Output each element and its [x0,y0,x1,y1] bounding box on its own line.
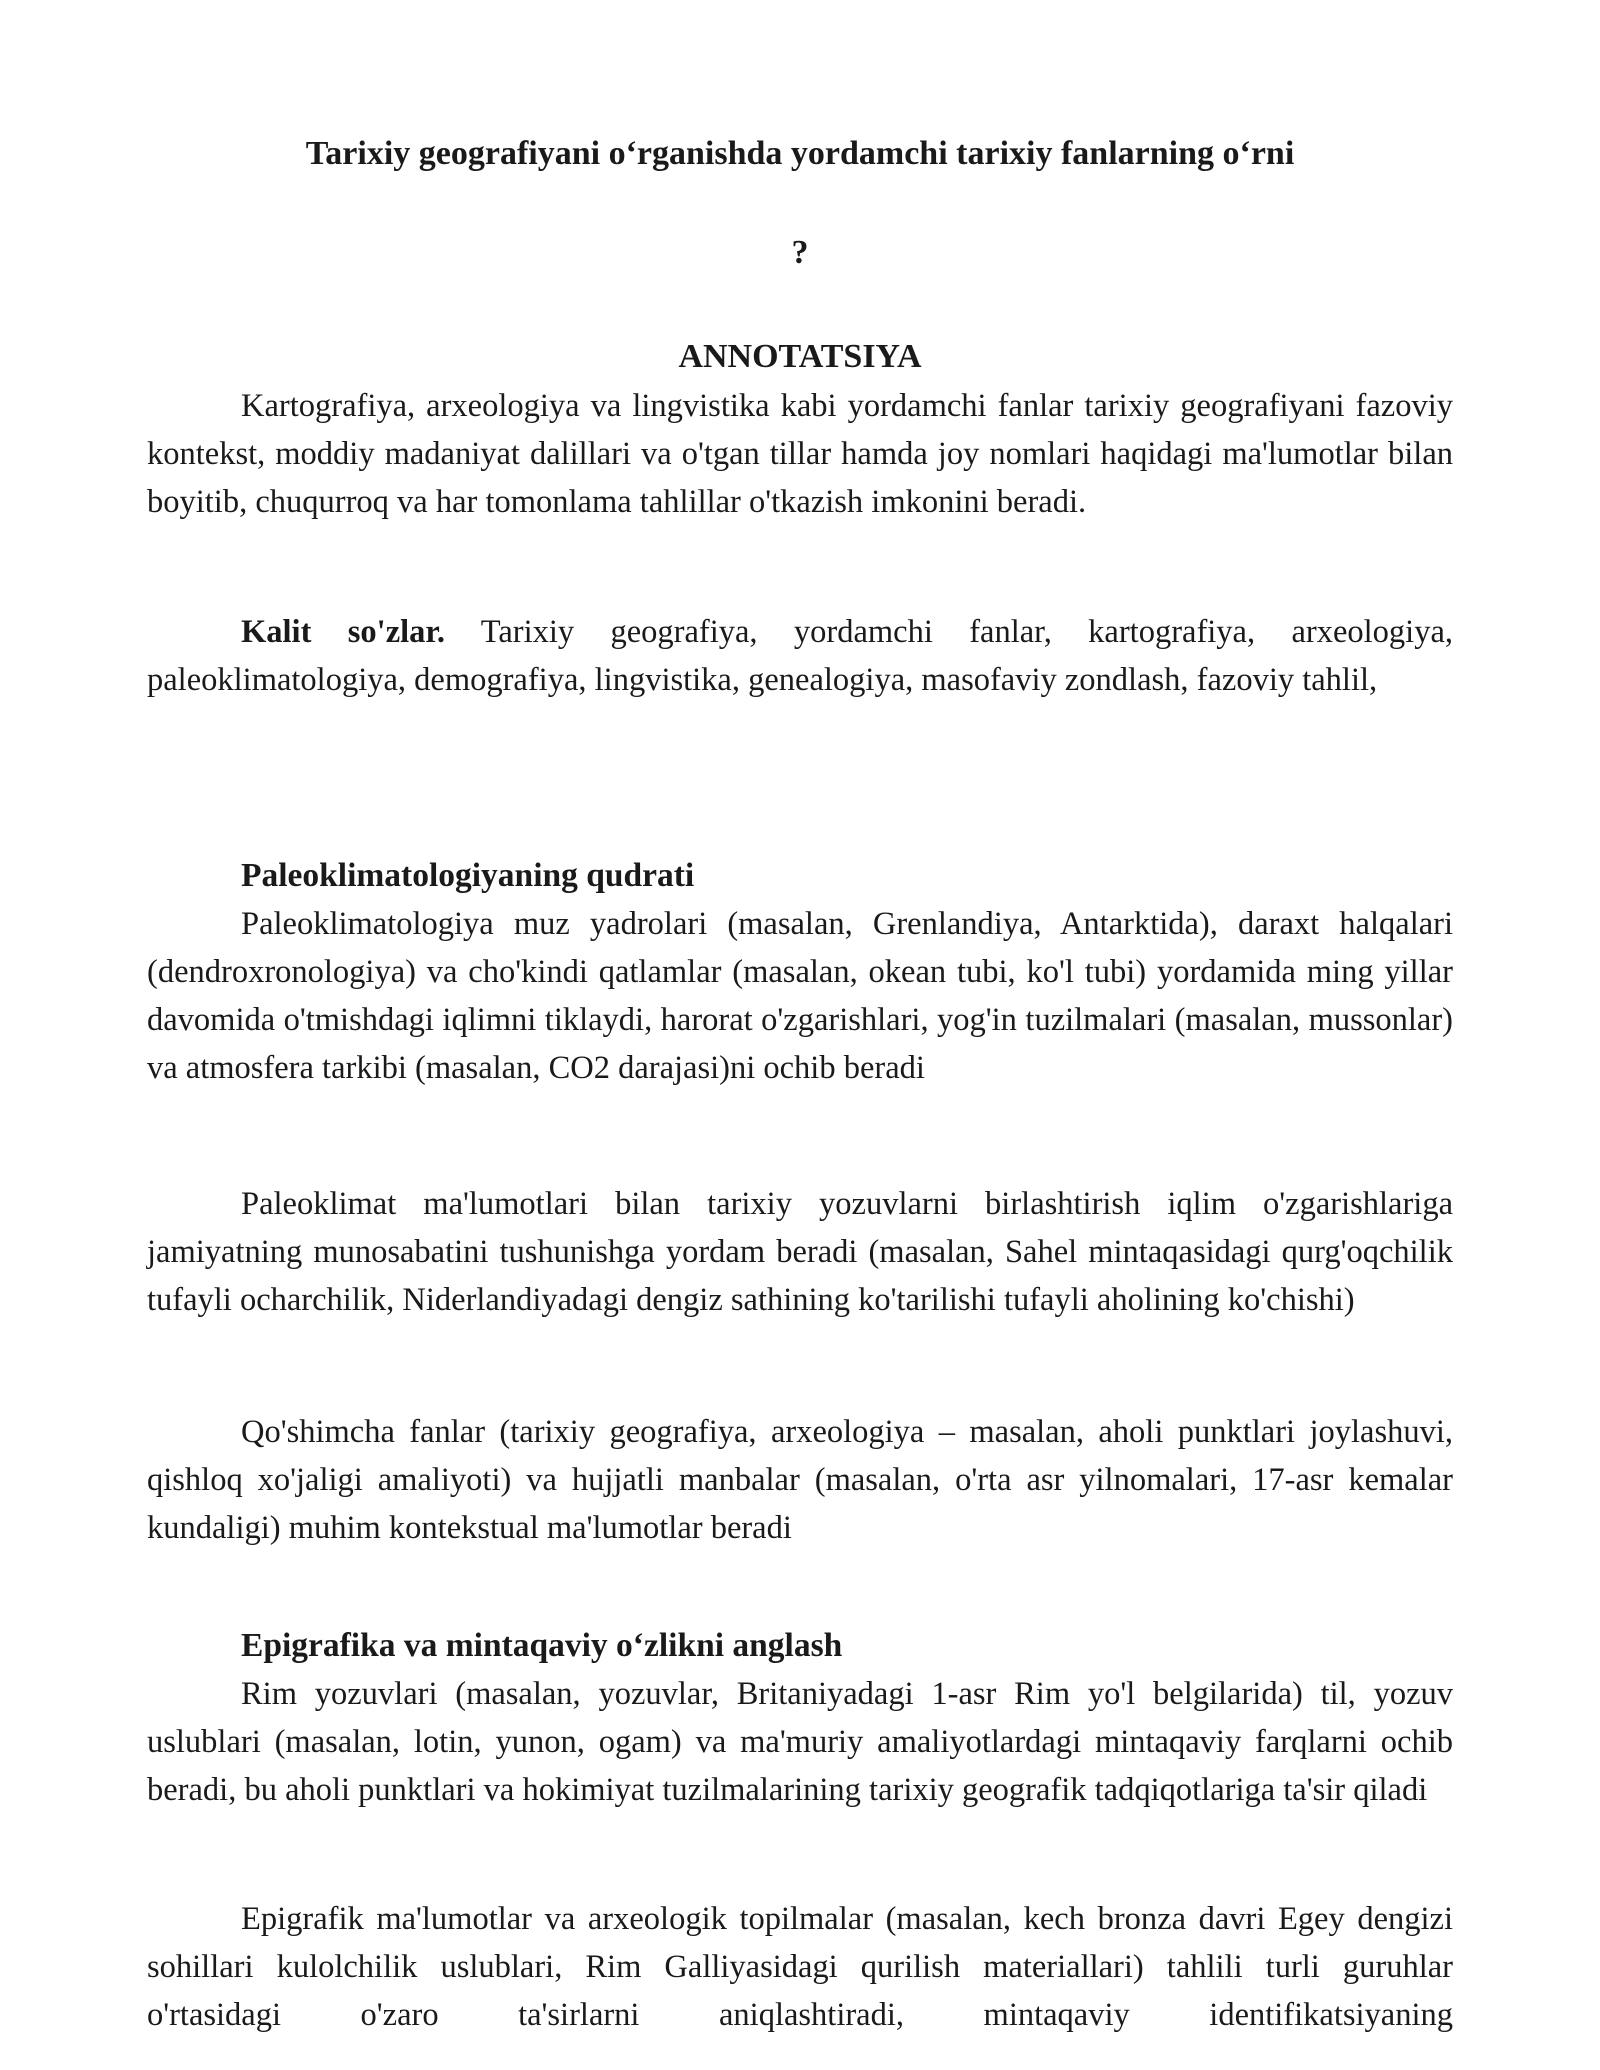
question-mark: ? [791,234,809,271]
paleo-paragraph-1: Paleoklimatologiya muz yadrolari (masalan, Grenlandiya, Antarktida), daraxt halqalari (dendroxronologiya) va cho'kindi qatlamlar (masalan, okean tubi, ko'l tubi) yordamida ming yillar davomida o'tmishdagi iqlimni tiklaydi, harorat o'zgarishlari, yog'in tuzilmalari (masalan, mussonlar) va atmosfera tarkibi (masalan, CO2 darajasi)ni ochib beradi [147,906,1453,1086]
section-heading-paleoclimatology: Paleoklimatologiyaning qudrati [241,857,695,894]
keywords-text: Tarixiy geografiya, yordamchi fanlar, kartografiya, arxeologiya, paleoklimatologiya, demografiya, lingvistika, genealogiya, masofaviy zondlash, fazoviy tahlil, [147,614,1453,698]
epigraphy-paragraph-2: Epigrafik ma'lumotlar va arxeologik topilmalar (masalan, kech bronza davri Egey dengizi sohillari kulolchilik uslublari, Rim Galliyasidagi qurilish materiallari) tahlili turli guruhlar o'rtasidagi o'zaro ta'sirlarni aniqlashtiradi, mintaqaviy identifikatsiyaning [147,1901,1453,2033]
paleo-paragraph-2: Paleoklimat ma'lumotlari bilan tarixiy yozuvlarni birlashtirish iqlim o'zgarishlariga jamiyatning munosabatini tushunishga yordam beradi (masalan, Sahel mintaqasidagi qurg'oqchilik tufayli ocharchilik, Niderlandiyadagi dengiz sathining ko'tarilishi tufayli aholining ko'chishi) [147,1186,1453,1318]
keywords-paragraph [147,608,1453,704]
keywords-label: Kalit so'zlar. [241,614,445,650]
document-title: Tarixiy geografiyani o‘rganishda yordamchi tarixiy fanlarning o‘rni [305,135,1295,172]
epigraphy-paragraph-1: Rim yozuvlari (masalan, yozuvlar, Britaniyadagi 1-asr Rim yo'l belgilarida) til, yozuv uslublari (masalan, lotin, yunon, ogam) va ma'muriy amaliyotlardagi mintaqaviy farqlarni ochib beradi, bu aholi punktlari va hokimiyat tuzilmalarining tarixiy geografik tadqiqotlariga ta'sir qiladi [147,1676,1453,1808]
annotation-paragraph: Kartografiya, arxeologiya va lingvistika kabi yordamchi fanlar tarixiy geografiyani fazoviy kontekst, moddiy madaniyat dalillari va o'tgan tillar hamda joy nomlari haqidagi ma'lumotlar bilan boyitib, chuqurroq va har tomonlama tahlillar o'tkazish imkonini beradi. [147,388,1453,520]
section-heading-epigraphy: Epigrafika va mintaqaviy o‘zlikni anglash [241,1627,843,1664]
paleo-paragraph-3: Qo'shimcha fanlar (tarixiy geografiya, arxeologiya – masalan, aholi punktlari joylashuvi, qishloq xo'jaligi amaliyoti) va hujjatli manbalar (masalan, o'rta asr yilnomalari, 17-asr kemalar kundaligi) muhim kontekstual ma'lumotlar beradi [147,1414,1453,1546]
annotation-heading: ANNOTATSIYA [678,338,922,375]
